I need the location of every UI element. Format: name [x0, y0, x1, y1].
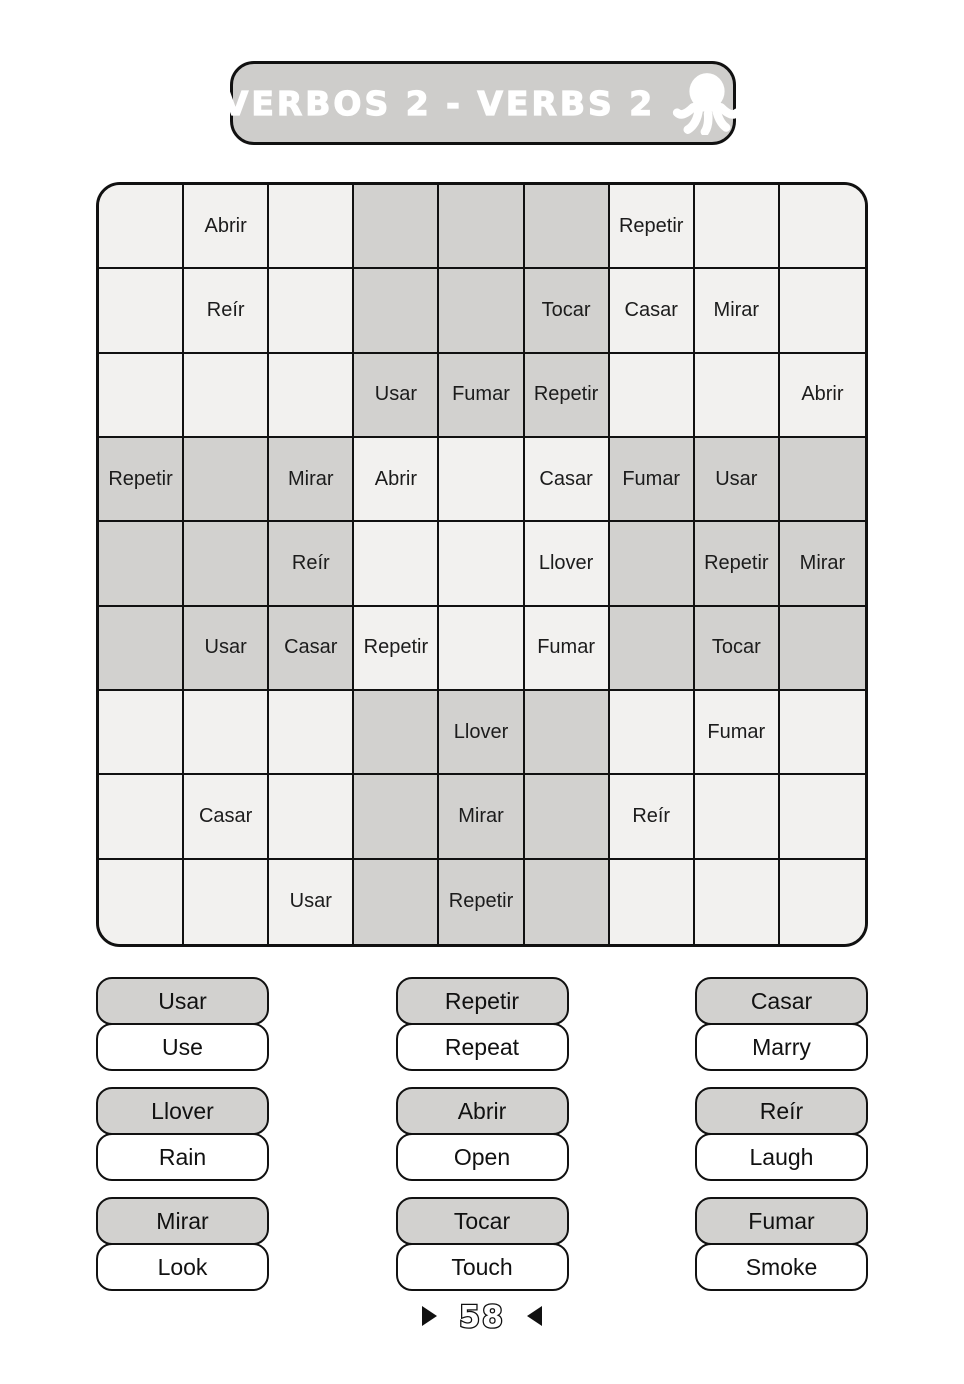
grid-cell-r5c2[interactable]	[184, 522, 269, 606]
english-word-label: Smoke	[695, 1243, 868, 1291]
grid-cell-r4c7: Fumar	[610, 438, 695, 522]
grid-cell-r3c5: Fumar	[439, 354, 524, 438]
grid-cell-r1c7: Repetir	[610, 185, 695, 269]
grid-cell-r1c1[interactable]	[99, 185, 184, 269]
english-word-label: Open	[396, 1133, 569, 1181]
word-cards	[96, 977, 868, 1291]
english-word-label: Marry	[695, 1023, 868, 1071]
grid-cell-r5c4[interactable]	[354, 522, 439, 606]
grid-cell-r3c4: Usar	[354, 354, 439, 438]
spanish-word-label: Casar	[695, 977, 868, 1025]
title-banner	[222, 61, 736, 145]
verb-sudoku-grid	[96, 182, 868, 947]
grid-cell-r3c3[interactable]	[269, 354, 354, 438]
grid-cell-r9c2[interactable]	[184, 860, 269, 944]
english-word-label: Laugh	[695, 1133, 868, 1181]
grid-cell-r7c8: Fumar	[695, 691, 780, 775]
grid-cell-r1c3[interactable]	[269, 185, 354, 269]
grid-cell-r7c3[interactable]	[269, 691, 354, 775]
grid-cell-r4c4: Abrir	[354, 438, 439, 522]
spanish-word-label: Repetir	[396, 977, 569, 1025]
grid-cell-r1c4[interactable]	[354, 185, 439, 269]
grid-cell-r3c7[interactable]	[610, 354, 695, 438]
grid-cell-r7c4[interactable]	[354, 691, 439, 775]
grid-cell-r8c1[interactable]	[99, 775, 184, 859]
grid-cell-r2c5[interactable]	[439, 269, 524, 353]
grid-cell-r4c3: Mirar	[269, 438, 354, 522]
spanish-word-label: Reír	[695, 1087, 868, 1135]
page-number	[0, 1296, 964, 1336]
grid-cell-r2c2: Reír	[184, 269, 269, 353]
word-card-repeat	[396, 977, 569, 1071]
grid-cell-r6c8: Tocar	[695, 607, 780, 691]
grid-cell-r6c9[interactable]	[780, 607, 865, 691]
word-card-open	[396, 1087, 569, 1181]
octopus-icon	[671, 71, 743, 135]
grid-cell-r7c6[interactable]	[525, 691, 610, 775]
grid-cell-r4c8: Usar	[695, 438, 780, 522]
grid-cell-r1c9[interactable]	[780, 185, 865, 269]
english-word-label: Repeat	[396, 1023, 569, 1071]
grid-cell-r9c9[interactable]	[780, 860, 865, 944]
word-card-smoke	[695, 1197, 868, 1291]
grid-cell-r2c6: Tocar	[525, 269, 610, 353]
grid-cell-r8c6[interactable]	[525, 775, 610, 859]
grid-cell-r7c1[interactable]	[99, 691, 184, 775]
grid-cell-r5c7[interactable]	[610, 522, 695, 606]
grid-cell-r3c6: Repetir	[525, 354, 610, 438]
grid-cell-r3c8[interactable]	[695, 354, 780, 438]
grid-cell-r6c7[interactable]	[610, 607, 695, 691]
grid-cell-r6c5[interactable]	[439, 607, 524, 691]
grid-cell-r8c5: Mirar	[439, 775, 524, 859]
grid-cell-r8c7: Reír	[610, 775, 695, 859]
grid-cell-r2c7: Casar	[610, 269, 695, 353]
grid-cell-r8c8[interactable]	[695, 775, 780, 859]
spanish-word-label: Tocar	[396, 1197, 569, 1245]
grid-cell-r2c3[interactable]	[269, 269, 354, 353]
grid-cell-r6c3: Casar	[269, 607, 354, 691]
grid-cell-r9c8[interactable]	[695, 860, 780, 944]
grid-cell-r5c6: Llover	[525, 522, 610, 606]
grid-cell-r2c8: Mirar	[695, 269, 780, 353]
word-card-rain	[96, 1087, 269, 1181]
grid-cell-r1c6[interactable]	[525, 185, 610, 269]
grid-cell-r4c6: Casar	[525, 438, 610, 522]
grid-cell-r8c3[interactable]	[269, 775, 354, 859]
grid-cell-r2c9[interactable]	[780, 269, 865, 353]
grid-cell-r3c2[interactable]	[184, 354, 269, 438]
spanish-word-label: Mirar	[96, 1197, 269, 1245]
page-title: VERBOS 2 - VERBS 2	[222, 83, 656, 123]
grid-cell-r5c3: Reír	[269, 522, 354, 606]
word-card-use	[96, 977, 269, 1071]
grid-cell-r7c7[interactable]	[610, 691, 695, 775]
word-card-look	[96, 1197, 269, 1291]
grid-cell-r4c2[interactable]	[184, 438, 269, 522]
grid-cell-r7c2[interactable]	[184, 691, 269, 775]
english-word-label: Use	[96, 1023, 269, 1071]
grid-cell-r9c6[interactable]	[525, 860, 610, 944]
arrowhead-left-icon	[527, 1306, 542, 1326]
grid-cell-r8c4[interactable]	[354, 775, 439, 859]
spanish-word-label: Fumar	[695, 1197, 868, 1245]
grid-cell-r5c8: Repetir	[695, 522, 780, 606]
spanish-word-label: Llover	[96, 1087, 269, 1135]
grid-cell-r5c5[interactable]	[439, 522, 524, 606]
grid-cell-r3c9: Abrir	[780, 354, 865, 438]
page-number-text: 58	[459, 1300, 505, 1335]
grid-cell-r1c5[interactable]	[439, 185, 524, 269]
grid-cell-r5c1[interactable]	[99, 522, 184, 606]
grid-cell-r9c7[interactable]	[610, 860, 695, 944]
grid-cell-r4c1: Repetir	[99, 438, 184, 522]
grid-cell-r2c4[interactable]	[354, 269, 439, 353]
english-word-label: Look	[96, 1243, 269, 1291]
grid-cell-r9c4[interactable]	[354, 860, 439, 944]
grid-cell-r3c1[interactable]	[99, 354, 184, 438]
english-word-label: Touch	[396, 1243, 569, 1291]
grid-cell-r8c9[interactable]	[780, 775, 865, 859]
grid-cell-r1c2: Abrir	[184, 185, 269, 269]
grid-cell-r5c9: Mirar	[780, 522, 865, 606]
spanish-word-label: Abrir	[396, 1087, 569, 1135]
grid-cell-r2c1[interactable]	[99, 269, 184, 353]
grid-cell-r4c9[interactable]	[780, 438, 865, 522]
grid-cell-r7c5: Llover	[439, 691, 524, 775]
grid-cell-r9c1[interactable]	[99, 860, 184, 944]
grid-cell-r9c3: Usar	[269, 860, 354, 944]
word-card-touch	[396, 1197, 569, 1291]
word-card-laugh	[695, 1087, 868, 1181]
grid-cell-r7c9[interactable]	[780, 691, 865, 775]
word-card-marry	[695, 977, 868, 1071]
spanish-word-label: Usar	[96, 977, 269, 1025]
grid-cell-r4c5[interactable]	[439, 438, 524, 522]
grid-cell-r9c5: Repetir	[439, 860, 524, 944]
grid-cell-r6c2: Usar	[184, 607, 269, 691]
grid-cell-r1c8[interactable]	[695, 185, 780, 269]
grid-cell-r6c6: Fumar	[525, 607, 610, 691]
grid-cell-r6c1[interactable]	[99, 607, 184, 691]
arrowhead-right-icon	[422, 1306, 437, 1326]
grid-cell-r6c4: Repetir	[354, 607, 439, 691]
english-word-label: Rain	[96, 1133, 269, 1181]
grid-cell-r8c2: Casar	[184, 775, 269, 859]
